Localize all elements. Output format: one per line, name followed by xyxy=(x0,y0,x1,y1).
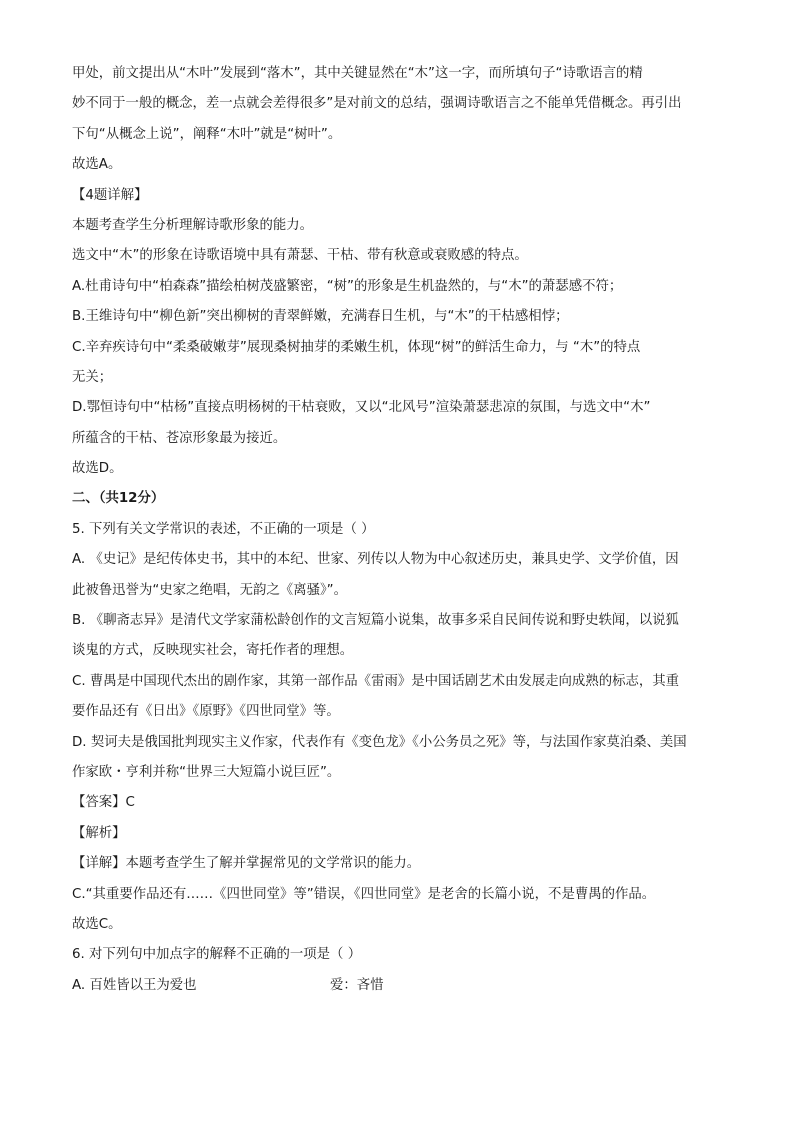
answer-label: 【答案】C xyxy=(72,795,135,811)
text-line: 下句“从概念上说”，阐释“木叶”就是“树叶”。 xyxy=(72,126,342,142)
text-line: 作家欧・亨利并称“世界三大短篇小说巨匠”。 xyxy=(72,764,341,780)
document-page xyxy=(72,64,722,1006)
detail-line: 【详解】本题考查学生了解并掌握常见的文学常识的能力。 xyxy=(72,856,421,872)
question-5-option-c: C. 曹禺是中国现代杰出的剧作家，其第一部作品《雷雨》是中国话剧艺术由发展走向成熟的标志，其重 xyxy=(72,673,680,689)
text-line: 甲处，前文提出从“木叶”发展到“落木”，其中关键显然在“木”这一字，而所填句子“诗歌语言的精 xyxy=(72,66,643,81)
text-line: 妙不同于一般的概念，差一点就会差得很多”是对前文的总结，强调诗歌语言之不能单凭借概念。再引出 xyxy=(72,96,682,112)
text-line: 要作品还有《日出》《原野》《四世同堂》等。 xyxy=(72,704,340,720)
question-6: 6. 对下列句中加点字的解释不正确的一项是（ ） xyxy=(72,947,362,963)
question-5-option-d: D. 契诃夫是俄国批判现实主义作家，代表作有《变色龙》《小公务员之死》等，与法国作家莫泊桑、美国 xyxy=(72,734,687,750)
part-heading: 二、（共12分） xyxy=(72,491,165,507)
question-5: 5. 下列有关文学常识的表述，不正确的一项是（ ） xyxy=(72,521,375,537)
text-line: 谈鬼的方式，反映现实社会，寄托作者的理想。 xyxy=(72,643,354,659)
option-a-analysis: A.杜甫诗句中“柏森森”描绘柏树茂盛繁密，“树”的形象是生机盎然的，与“木”的萧瑟感不符； xyxy=(72,278,623,294)
text-line: 本题考查学生分析理解诗歌形象的能力。 xyxy=(72,217,314,233)
text-line: 选文中“木”的形象在诗歌语境中具有萧瑟、干枯、带有秋意或衰败感的特点。 xyxy=(72,248,528,264)
text-line: 故选A。 xyxy=(72,157,122,173)
option-d-analysis: D.鄂恒诗句中“枯杨”直接点明杨树的干枯衰败，又以“北风号”渲染萧瑟悲凉的氛围，与选文中“木” xyxy=(72,400,651,416)
text-line: 此被鲁迅誉为“史家之绝唱，无韵之《离骚》”。 xyxy=(72,582,347,598)
option-gloss: 爱：吝惜 xyxy=(330,977,384,993)
text-line: 无关； xyxy=(72,369,113,385)
analysis-label: 【解析】 xyxy=(72,825,126,841)
question-5-option-a: A. 《史记》是纪传体史书，其中的本纪、世家、列传以人物为中心叙述历史，兼具史学、文学价值，因 xyxy=(72,552,679,568)
option-c-analysis: C.辛弃疾诗句中“柔桑破嫩芽”展现桑树抽芽的柔嫩生机，体现“树”的鲜活生命力，与 “木”的特点 xyxy=(72,339,641,355)
option-sentence: A. 百姓皆以王为爱也 xyxy=(72,977,197,993)
text-line: C.“其重要作品还有……《四世同堂》等”错误，《四世同堂》是老舍的长篇小说，不是曹禺的作品。 xyxy=(72,886,656,902)
answer-line: 故选D。 xyxy=(72,461,123,477)
question-5-option-b: B. 《聊斋志异》是清代文学家蒲松龄创作的文言短篇小说集，故事多采自民间传说和野史轶闻，以说狐 xyxy=(72,613,679,629)
question-6-option-a xyxy=(72,976,722,996)
option-b-analysis: B.王维诗句中“柳色新”突出柳树的青翠鲜嫩，充满春日生机，与“木”的干枯感相悖； xyxy=(72,309,569,325)
answer-line: 故选C。 xyxy=(72,916,122,932)
section-heading: 【4题详解】 xyxy=(72,187,148,203)
text-line: 所蕴含的干枯、苍凉形象最为接近。 xyxy=(72,430,287,446)
